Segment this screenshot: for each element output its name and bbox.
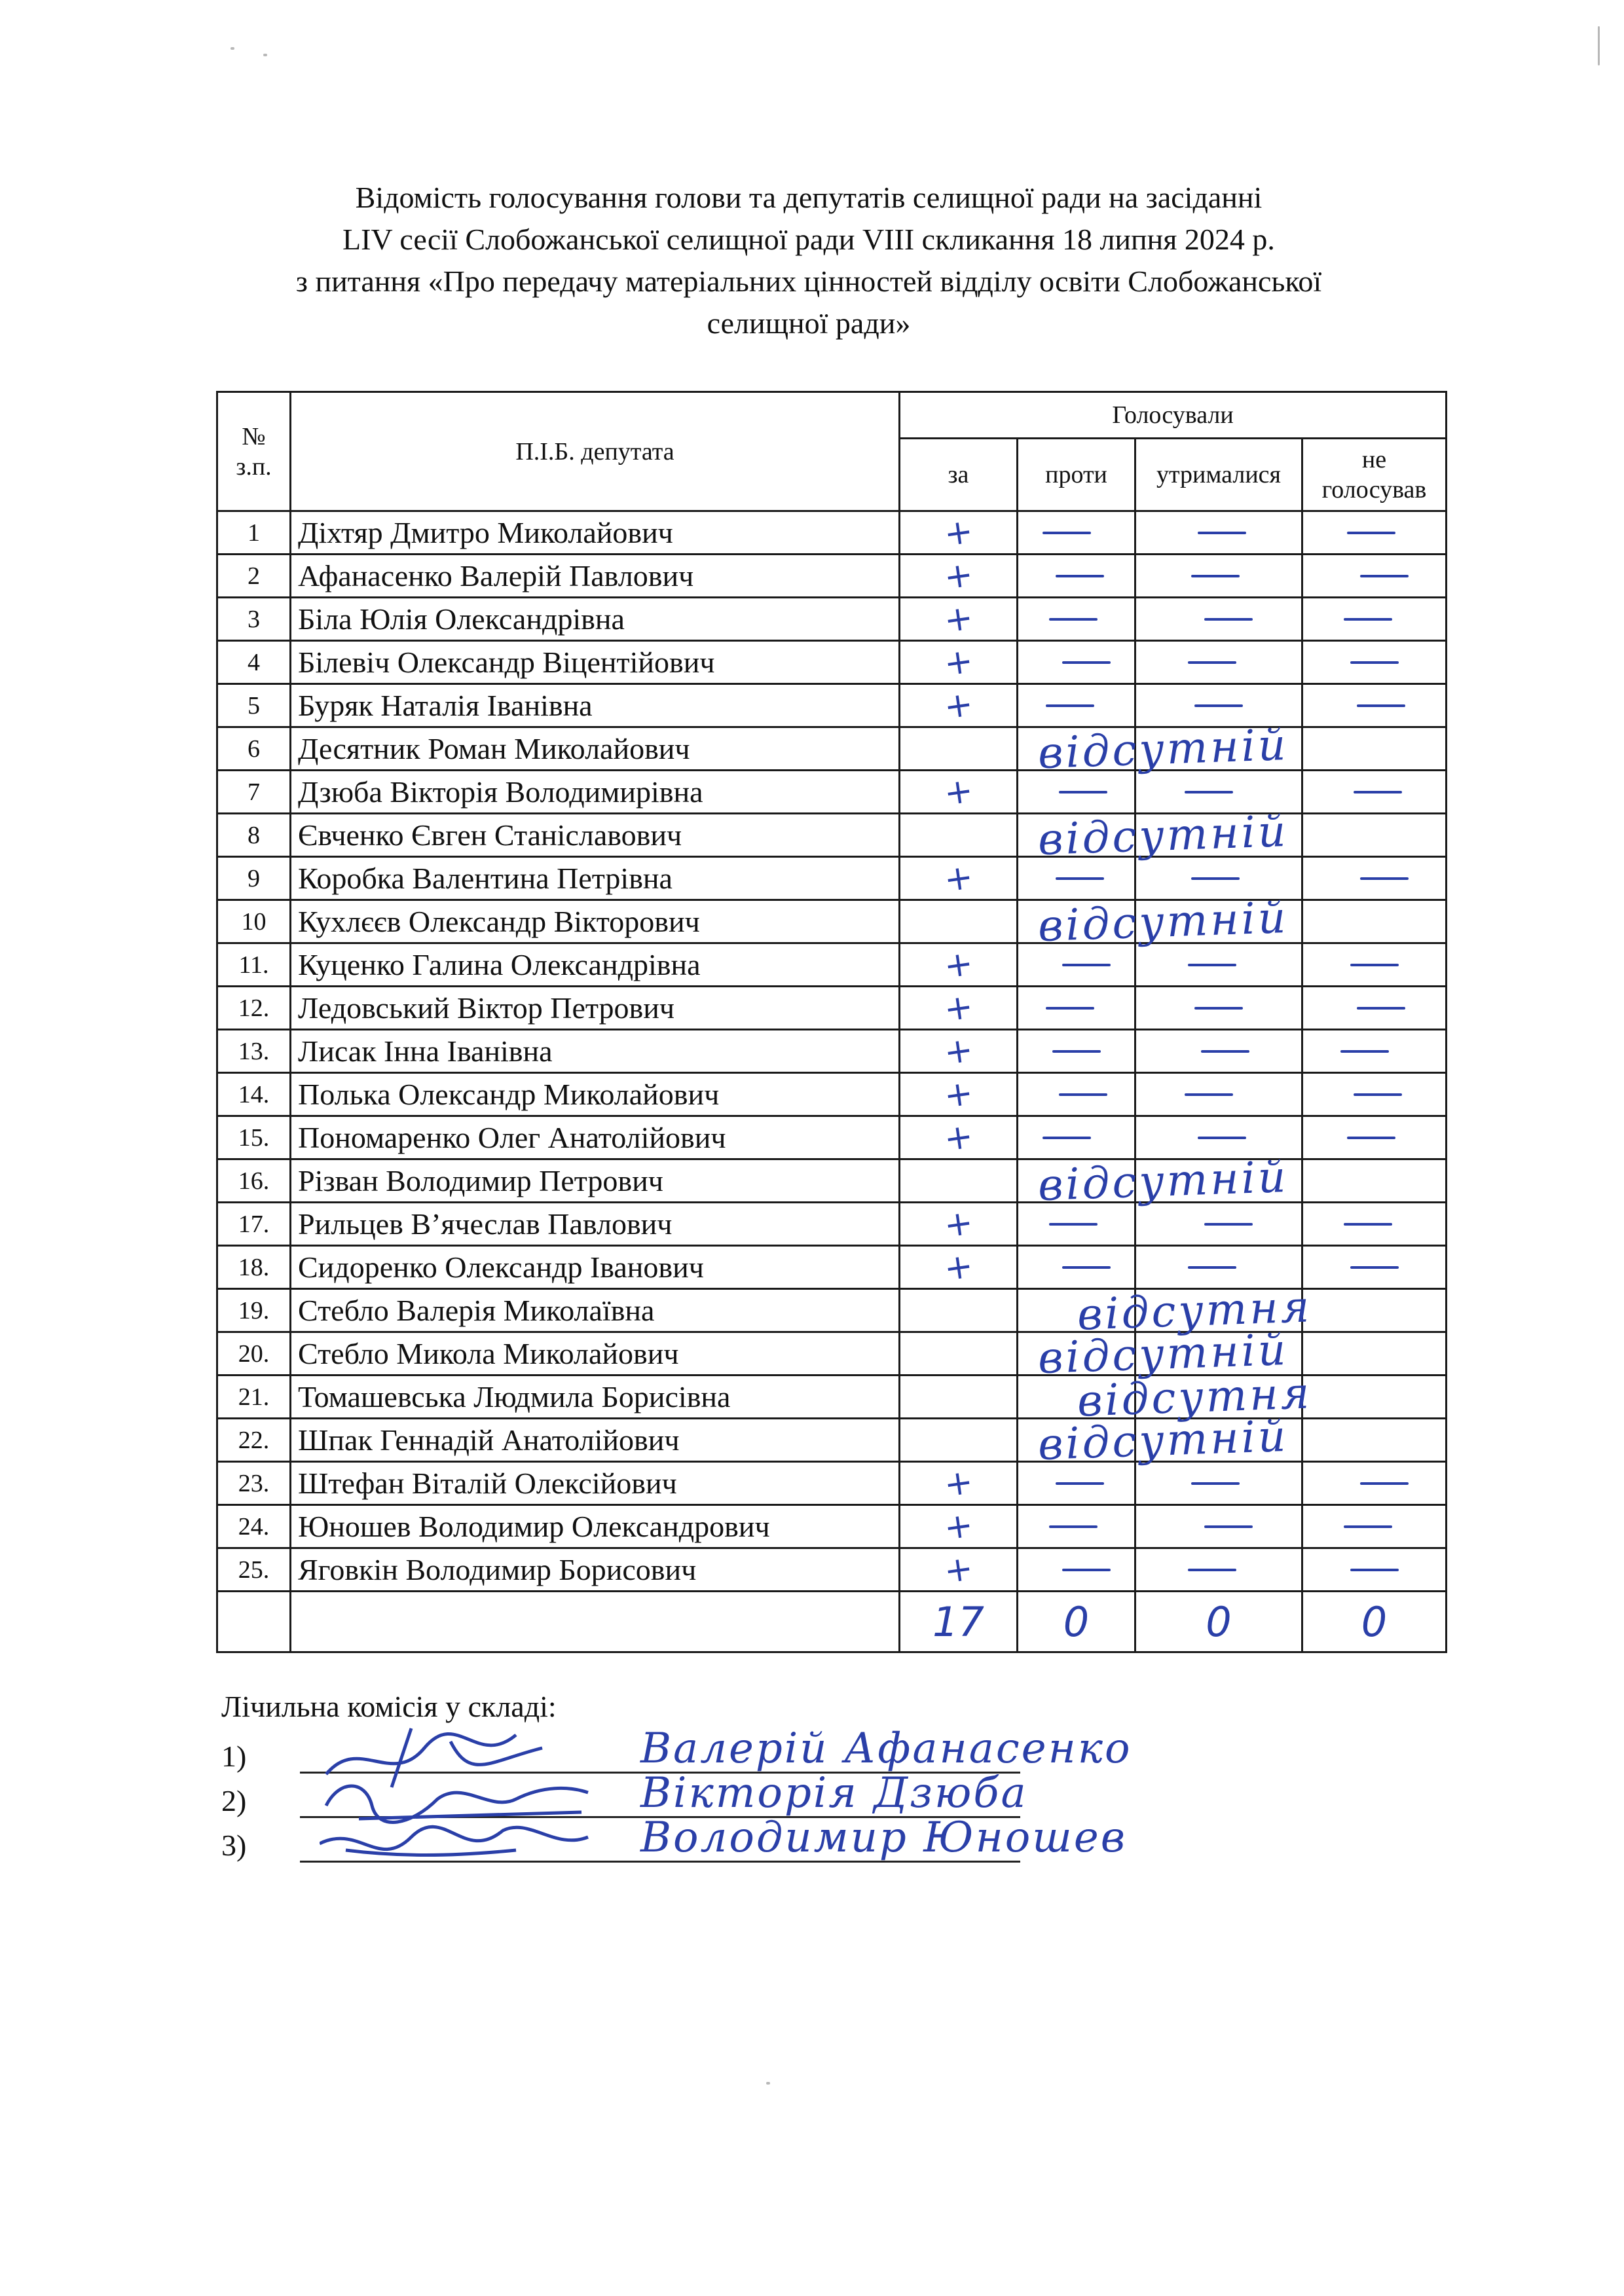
vote-cell-abstain [1135, 1073, 1302, 1116]
vote-cell-against [1018, 555, 1135, 598]
deputy-row [217, 1203, 1447, 1246]
vote-dash-mark [1204, 618, 1253, 621]
row-number: 6 [217, 727, 291, 771]
vote-dash-mark [1188, 1569, 1236, 1571]
vote-dash-mark [1049, 618, 1098, 621]
row-number: 23. [217, 1462, 291, 1505]
vote-cell-for [900, 943, 1018, 987]
vote-cell-abstain [1135, 555, 1302, 598]
deputy-row [217, 1246, 1447, 1289]
totals-row [217, 1592, 1447, 1652]
vote-cell-abstain [1135, 1203, 1302, 1246]
deputy-row [217, 1419, 1447, 1462]
absent-note: відсутня [1076, 1367, 1313, 1427]
deputy-row [217, 555, 1447, 598]
total-value: 0 [1361, 1597, 1388, 1646]
scan-speck [1598, 26, 1600, 65]
header-line-3: з питання «Про передачу матеріальних цінностей відділу освіти Слобожанської [295, 264, 1322, 298]
vote-cell-novote [1302, 1376, 1447, 1419]
vote-dash-mark [1360, 877, 1409, 880]
vote-dash-mark [1056, 877, 1104, 880]
vote-plus-mark: + [941, 683, 976, 727]
vote-cell-for [900, 771, 1018, 814]
vote-cell-abstain [1135, 857, 1302, 900]
member-name: Вікторія Дзюба [640, 1769, 1028, 1817]
total-abstain [1135, 1592, 1302, 1652]
row-number: 20. [217, 1332, 291, 1376]
deputy-name: Різван Володимир Петрович [291, 1159, 900, 1203]
vote-dash-mark [1056, 575, 1104, 577]
deputy-row [217, 814, 1447, 857]
vote-dash-mark [1062, 1569, 1111, 1571]
vote-plus-mark: + [941, 770, 976, 814]
vote-cell-novote [1302, 1159, 1447, 1203]
vote-dash-mark [1194, 1007, 1243, 1010]
vote-dash-mark [1357, 704, 1405, 707]
vote-dash-mark [1062, 1266, 1111, 1269]
absent-note: відсутня [1076, 1281, 1313, 1340]
deputy-name: Томашевська Людмила Борисівна [291, 1376, 900, 1419]
vote-cell-against [1018, 1030, 1135, 1073]
commission-member-row [221, 1813, 1387, 1870]
col-header-for: за [900, 439, 1018, 511]
vote-cell-for [900, 598, 1018, 641]
deputy-name: Діхтяр Дмитро Миколайович [291, 511, 900, 555]
vote-cell-abstain [1135, 1159, 1302, 1203]
vote-cell-for [900, 987, 1018, 1030]
vote-dash-mark [1043, 532, 1091, 534]
vote-cell-for [900, 555, 1018, 598]
vote-cell-against [1018, 684, 1135, 727]
vote-cell-for [900, 1505, 1018, 1548]
deputy-row [217, 598, 1447, 641]
vote-cell-against [1018, 1203, 1135, 1246]
deputy-name: Афанасенко Валерій Павлович [291, 555, 900, 598]
vote-cell-abstain [1135, 1289, 1302, 1332]
header-line-4: селищної ради» [707, 306, 911, 340]
header-line-1: Відомість голосування голови та депутатів селищної ради на засіданні [355, 181, 1263, 214]
vote-dash-mark [1062, 964, 1111, 966]
header-line-2: LIV сесії Слобожанської селищної ради VIII скликання 18 липня 2024 р. [342, 223, 1275, 256]
vote-cell-against [1018, 719, 1289, 778]
vote-dash-mark [1201, 1050, 1249, 1053]
vote-cell-novote [1302, 511, 1447, 555]
vote-dash-mark [1347, 1137, 1395, 1139]
deputy-name: Шпак Геннадій Анатолійович [291, 1419, 900, 1462]
vote-cell-for [900, 1246, 1018, 1289]
deputy-row [217, 1462, 1447, 1505]
total-against [1018, 1592, 1135, 1652]
absent-note: відсутній [1037, 1151, 1289, 1211]
vote-dash-mark [1052, 1050, 1101, 1053]
deputy-name: Євченко Євген Станіславович [291, 814, 900, 857]
row-number: 4 [217, 641, 291, 684]
vote-cell-for [900, 900, 1018, 943]
deputy-row [217, 1116, 1447, 1159]
deputy-name: Лисак Інна Іванівна [291, 1030, 900, 1073]
deputy-row [217, 1289, 1447, 1332]
vote-cell-novote [1302, 1289, 1447, 1332]
vote-dash-mark [1344, 1223, 1392, 1226]
row-number: 21. [217, 1376, 291, 1419]
vote-dash-mark [1043, 1137, 1091, 1139]
vote-cell-novote [1302, 684, 1447, 727]
row-number: 17. [217, 1203, 291, 1246]
vote-plus-mark: + [941, 1029, 976, 1073]
vote-cell-against [1018, 771, 1135, 814]
vote-plus-mark: + [941, 1072, 976, 1116]
deputy-row [217, 511, 1447, 555]
totals-empty-cell [217, 1592, 291, 1652]
vote-dash-mark [1347, 532, 1395, 534]
vote-dash-mark [1340, 1050, 1389, 1053]
member-name: Володимир Юношев [640, 1813, 1128, 1862]
vote-cell-against [1018, 943, 1135, 987]
vote-cell-against [1018, 1116, 1135, 1159]
deputy-name: Кухлєєв Олександр Вікторович [291, 900, 900, 943]
deputy-row [217, 1159, 1447, 1203]
row-number: 14. [217, 1073, 291, 1116]
vote-dash-mark [1188, 964, 1236, 966]
vote-cell-novote [1302, 641, 1447, 684]
vote-cell-abstain [1135, 1030, 1302, 1073]
vote-dash-mark [1056, 1482, 1104, 1485]
vote-dash-mark [1046, 1007, 1094, 1010]
vote-dash-mark [1046, 704, 1094, 707]
vote-cell-for [900, 1332, 1018, 1376]
vote-cell-for [900, 727, 1018, 771]
vote-cell-novote [1302, 857, 1447, 900]
vote-cell-for [900, 511, 1018, 555]
vote-cell-abstain [1135, 684, 1302, 727]
deputy-row [217, 641, 1447, 684]
vote-cell-for [900, 1159, 1018, 1203]
vote-cell-against [1018, 1246, 1135, 1289]
voting-table [216, 391, 1447, 1653]
deputy-name: Коробка Валентина Петрівна [291, 857, 900, 900]
commission-label: Лічильна комісія у складі: [221, 1690, 557, 1723]
row-number: 15. [217, 1116, 291, 1159]
vote-dash-mark [1350, 661, 1399, 664]
vote-cell-for [900, 1073, 1018, 1116]
vote-cell-novote [1302, 1505, 1447, 1548]
member-index: 2) [221, 1784, 247, 1817]
deputy-name: Юношев Володимир Олександрович [291, 1505, 900, 1548]
vote-cell-against [1018, 1367, 1313, 1427]
vote-cell-for [900, 857, 1018, 900]
vote-dash-mark [1191, 1482, 1240, 1485]
row-number: 24. [217, 1505, 291, 1548]
vote-cell-against [1018, 892, 1289, 951]
vote-dash-mark [1354, 791, 1402, 793]
total-value: 0 [1206, 1597, 1232, 1646]
vote-cell-against [1018, 805, 1289, 865]
vote-cell-abstain [1135, 1116, 1302, 1159]
member-index: 3) [221, 1829, 247, 1862]
vote-cell-for [900, 1462, 1018, 1505]
vote-cell-novote [1302, 1073, 1447, 1116]
vote-cell-abstain [1135, 814, 1302, 857]
vote-cell-for [900, 1376, 1018, 1419]
col-header-abstain: утрималися [1135, 439, 1302, 511]
vote-plus-mark: + [941, 1548, 976, 1592]
col-header-voted: Голосували [900, 392, 1447, 439]
vote-cell-against [1018, 598, 1135, 641]
vote-dash-mark [1185, 1093, 1233, 1096]
vote-dash-mark [1360, 1482, 1409, 1485]
vote-cell-novote [1302, 555, 1447, 598]
vote-dash-mark [1344, 1525, 1392, 1528]
vote-plus-mark: + [941, 943, 976, 987]
vote-cell-novote [1302, 1332, 1447, 1376]
vote-cell-novote [1302, 1419, 1447, 1462]
deputy-row [217, 684, 1447, 727]
vote-dash-mark [1059, 791, 1107, 793]
vote-cell-novote [1302, 1462, 1447, 1505]
vote-plus-mark: + [941, 856, 976, 900]
vote-cell-against [1018, 987, 1135, 1030]
deputy-row [217, 1332, 1447, 1376]
vote-cell-for [900, 1289, 1018, 1332]
deputy-name: Дзюба Вікторія Володимирівна [291, 771, 900, 814]
row-number: 12. [217, 987, 291, 1030]
vote-cell-abstain [1135, 1376, 1302, 1419]
vote-dash-mark [1357, 1007, 1405, 1010]
vote-cell-against [1018, 1151, 1289, 1211]
vote-cell-abstain [1135, 1505, 1302, 1548]
deputy-row [217, 900, 1447, 943]
deputy-name: Сидоренко Олександр Іванович [291, 1246, 900, 1289]
row-number: 5 [217, 684, 291, 727]
row-number: 7 [217, 771, 291, 814]
deputy-name: Пономаренко Олег Анатолійович [291, 1116, 900, 1159]
row-number: 10 [217, 900, 291, 943]
vote-dash-mark [1191, 877, 1240, 880]
vote-dash-mark [1198, 532, 1246, 534]
vote-dash-mark [1344, 618, 1392, 621]
deputy-row [217, 771, 1447, 814]
vote-dash-mark [1188, 1266, 1236, 1269]
total-novote [1302, 1592, 1447, 1652]
vote-dash-mark [1350, 1266, 1399, 1269]
vote-cell-abstain [1135, 1246, 1302, 1289]
vote-dash-mark [1188, 661, 1236, 664]
member-name: Валерій Афанасенко [640, 1724, 1132, 1773]
vote-cell-against [1018, 1324, 1289, 1383]
absent-note: відсутній [1037, 1324, 1289, 1383]
vote-dash-mark [1049, 1525, 1098, 1528]
vote-cell-novote [1302, 900, 1447, 943]
total-value: 17 [932, 1597, 984, 1646]
signature-mark [320, 1811, 595, 1883]
deputy-name: Біла Юлія Олександрівна [291, 598, 900, 641]
col-header-name: П.І.Б. депутата [291, 392, 900, 511]
col-header-against: проти [1018, 439, 1135, 511]
vote-cell-novote [1302, 1030, 1447, 1073]
vote-cell-abstain [1135, 1332, 1302, 1376]
vote-cell-for [900, 1116, 1018, 1159]
row-number: 1 [217, 511, 291, 555]
vote-cell-abstain [1135, 1462, 1302, 1505]
row-number: 11. [217, 943, 291, 987]
col-header-no-vote: не голосував [1302, 439, 1447, 511]
row-number: 9 [217, 857, 291, 900]
vote-dash-mark [1350, 1569, 1399, 1571]
vote-cell-novote [1302, 1116, 1447, 1159]
vote-cell-against [1018, 1462, 1135, 1505]
row-number: 19. [217, 1289, 291, 1332]
vote-dash-mark [1049, 1223, 1098, 1226]
deputy-name: Штефан Віталій Олексійович [291, 1462, 900, 1505]
vote-cell-for [900, 1203, 1018, 1246]
total-for [900, 1592, 1018, 1652]
vote-cell-abstain [1135, 771, 1302, 814]
scan-speck [231, 47, 234, 50]
vote-cell-for [900, 1030, 1018, 1073]
deputy-name: Стебло Микола Миколайович [291, 1332, 900, 1376]
vote-cell-against [1018, 511, 1135, 555]
deputy-row [217, 1548, 1447, 1592]
deputy-name: Стебло Валерія Миколаївна [291, 1289, 900, 1332]
vote-cell-for [900, 1548, 1018, 1592]
vote-cell-abstain [1135, 1548, 1302, 1592]
deputy-name: Ледовський Віктор Петрович [291, 987, 900, 1030]
totals-empty-cell [291, 1592, 900, 1652]
vote-cell-for [900, 684, 1018, 727]
deputy-row [217, 1376, 1447, 1419]
vote-plus-mark: + [941, 1461, 976, 1505]
vote-cell-against [1018, 1281, 1313, 1340]
deputy-row [217, 857, 1447, 900]
vote-dash-mark [1360, 575, 1409, 577]
vote-dash-mark [1198, 1137, 1246, 1139]
vote-dash-mark [1059, 1093, 1107, 1096]
vote-plus-mark: + [941, 1504, 976, 1548]
vote-dash-mark [1191, 575, 1240, 577]
absent-note: відсутній [1037, 805, 1289, 865]
row-number: 16. [217, 1159, 291, 1203]
vote-cell-against [1018, 857, 1135, 900]
vote-cell-novote [1302, 1548, 1447, 1592]
absent-note: відсутній [1037, 892, 1289, 951]
row-number: 25. [217, 1548, 291, 1592]
member-index: 1) [221, 1740, 247, 1773]
vote-plus-mark: + [941, 597, 976, 641]
absent-note: відсутній [1037, 1410, 1289, 1470]
total-value: 0 [1063, 1597, 1090, 1646]
voting-table-body [217, 511, 1447, 1652]
scan-speck [263, 54, 267, 56]
vote-cell-abstain [1135, 987, 1302, 1030]
deputy-name: Яговкін Володимир Борисович [291, 1548, 900, 1592]
vote-dash-mark [1350, 964, 1399, 966]
scan-speck [766, 2082, 770, 2085]
vote-cell-novote [1302, 814, 1447, 857]
row-number: 13. [217, 1030, 291, 1073]
vote-cell-novote [1302, 943, 1447, 987]
vote-cell-abstain [1135, 727, 1302, 771]
vote-plus-mark: + [941, 1245, 976, 1289]
row-number: 8 [217, 814, 291, 857]
vote-cell-novote [1302, 771, 1447, 814]
vote-cell-against [1018, 1410, 1289, 1470]
vote-dash-mark [1194, 704, 1243, 707]
vote-plus-mark: + [941, 1116, 976, 1159]
vote-plus-mark: + [941, 986, 976, 1030]
vote-cell-against [1018, 1548, 1135, 1592]
deputy-name: Рильцев В’ячеслав Павлович [291, 1203, 900, 1246]
deputy-row [217, 727, 1447, 771]
vote-plus-mark: + [941, 554, 976, 598]
vote-dash-mark [1204, 1223, 1253, 1226]
vote-cell-novote [1302, 727, 1447, 771]
vote-cell-novote [1302, 987, 1447, 1030]
vote-dash-mark [1185, 791, 1233, 793]
row-number: 3 [217, 598, 291, 641]
deputy-row [217, 987, 1447, 1030]
vote-cell-abstain [1135, 641, 1302, 684]
vote-plus-mark: + [941, 640, 976, 684]
row-number: 22. [217, 1419, 291, 1462]
row-number: 18. [217, 1246, 291, 1289]
vote-cell-abstain [1135, 598, 1302, 641]
deputy-name: Десятник Роман Миколайович [291, 727, 900, 771]
deputy-name: Буряк Наталія Іванівна [291, 684, 900, 727]
deputy-row [217, 1030, 1447, 1073]
deputy-name: Куценко Галина Олександрівна [291, 943, 900, 987]
vote-cell-for [900, 814, 1018, 857]
vote-dash-mark [1062, 661, 1111, 664]
vote-cell-abstain [1135, 1419, 1302, 1462]
vote-cell-abstain [1135, 900, 1302, 943]
deputy-name: Полька Олександр Миколайович [291, 1073, 900, 1116]
vote-cell-for [900, 1419, 1018, 1462]
document-header [216, 177, 1401, 344]
row-number: 2 [217, 555, 291, 598]
deputy-name: Білевіч Олександр Віцентійович [291, 641, 900, 684]
vote-plus-mark: + [941, 1202, 976, 1246]
vote-cell-abstain [1135, 943, 1302, 987]
vote-cell-abstain [1135, 511, 1302, 555]
vote-plus-mark: + [941, 511, 976, 555]
vote-cell-novote [1302, 598, 1447, 641]
deputy-row [217, 1505, 1447, 1548]
vote-cell-against [1018, 641, 1135, 684]
col-header-number: № з.п. [217, 392, 291, 511]
vote-dash-mark [1204, 1525, 1253, 1528]
deputy-row [217, 943, 1447, 987]
vote-cell-for [900, 641, 1018, 684]
vote-cell-against [1018, 1073, 1135, 1116]
absent-note: відсутній [1037, 719, 1289, 778]
vote-cell-novote [1302, 1246, 1447, 1289]
deputy-row [217, 1073, 1447, 1116]
vote-dash-mark [1354, 1093, 1402, 1096]
vote-cell-against [1018, 1505, 1135, 1548]
vote-cell-novote [1302, 1203, 1447, 1246]
